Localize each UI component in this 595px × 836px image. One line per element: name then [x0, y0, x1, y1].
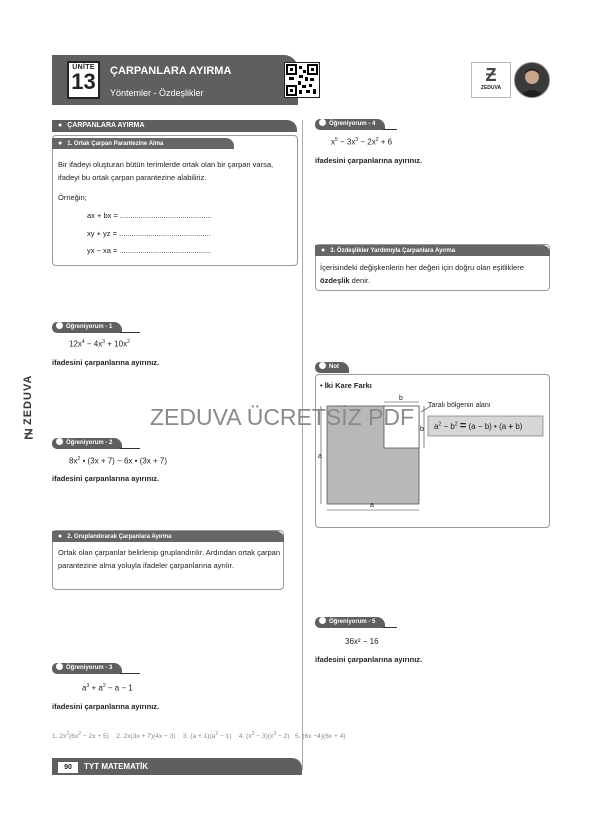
shaded-area-label: Taralı bölgenin alanı	[428, 402, 491, 409]
lightbulb-icon	[319, 362, 326, 369]
practice-1-expression: $12x^4 - 4x^3 + 10x^2$	[69, 339, 130, 349]
unit-badge	[67, 61, 100, 99]
practice-4-expression: $x^5 - 3x^3 - 2x^2 + 6$	[331, 137, 393, 147]
chapter-subtitle: Yöntemler - Özdeşlikler	[110, 88, 204, 98]
sub1-body: Bir ifadeyi oluşturan bütün terimlerde ortak olan bir çarpan varsa, ifadeyi bu ortak çarpan parantezine alabiliriz.	[58, 160, 274, 182]
speaker-icon	[56, 438, 63, 445]
practice-5-expression: 36x² − 16	[345, 637, 379, 646]
side-z-logo-icon: Ƶ	[24, 426, 34, 443]
example-2: xy + yz = ............................................	[87, 229, 211, 238]
practice-2-underline	[120, 448, 140, 449]
example-3: yx − xa = ............................................	[87, 246, 212, 255]
practice-1-label: Öğreniyorum - 1	[66, 324, 113, 330]
sub1-title: ● 1. Ortak Çarpan Parantezine Alma	[52, 138, 234, 149]
dim-a-left: a	[318, 453, 322, 460]
sub3-body-end: denir.	[349, 276, 371, 285]
qr-code-icon[interactable]	[284, 62, 320, 98]
page-footer	[52, 758, 302, 775]
practice-4-underline	[383, 129, 397, 130]
dim-b-top: b	[399, 395, 403, 402]
practice-3-instruction: ifadesini çarpanlarına ayırınız.	[52, 702, 160, 711]
practice-1-badge	[52, 322, 122, 333]
practice-2-badge	[52, 438, 122, 449]
chapter-title: ÇARPANLARA AYIRMA	[110, 65, 232, 77]
note-badge	[315, 362, 349, 373]
note-title: • İki Kare Farkı	[320, 381, 372, 390]
practice-1-underline	[120, 332, 140, 333]
author-avatar	[514, 62, 550, 98]
unit-number: 13	[71, 69, 96, 94]
sub2-body: Ortak olan çarpanlar belirlenip gruplandırılır. Ardından ortak çarpan parantezine alma yoluyla ifadeler çarpanlarına ayrılır.	[58, 548, 280, 570]
practice-3-label: Öğreniyorum - 3	[66, 665, 113, 671]
z-logo-icon: Ƶ	[485, 65, 497, 85]
sub2-title: ● 2. Gruplandırarak Çarpanlara Ayırma	[52, 531, 284, 542]
example-label: Örneğin;	[58, 193, 87, 202]
example-1: ax + bx = ............................................	[87, 211, 212, 220]
footer-title: TYT MATEMATİK	[84, 762, 149, 771]
practice-3-underline	[120, 673, 140, 674]
logo-text: ZEDUVA	[480, 85, 502, 91]
sub3-body-bold: özdeşlik	[320, 276, 350, 285]
practice-4-instruction: ifadesini çarpanlarına ayırınız.	[315, 156, 423, 165]
sub3-title: ● 3. Özdeşlikler Yardımıyla Çarpanlara Ayırma	[315, 245, 550, 256]
speaker-icon	[319, 119, 326, 126]
watermark: ZEDUVA ÜCRETSİZ PDF	[150, 404, 415, 430]
practice-2-label: Öğreniyorum - 2	[66, 440, 113, 446]
practice-5-instruction: ifadesini çarpanlarına ayırınız.	[315, 655, 423, 664]
practice-2-expression: $8x^2$ • (3x + 7) − 6x • (3x + 7)	[69, 456, 167, 466]
practice-5-underline	[383, 627, 397, 628]
note-label: Not	[329, 364, 339, 370]
unit-label: ÜNİTE	[72, 64, 95, 71]
column-divider	[302, 120, 303, 770]
practice-5-badge	[315, 617, 385, 628]
difference-of-squares-formula: $a^2 - b^2 = (a - b)$ • (a + b)	[434, 420, 523, 432]
page-number: 90	[58, 762, 78, 773]
zeduva-logo	[471, 62, 511, 98]
sub3-body	[320, 261, 542, 287]
practice-2-instruction: ifadesini çarpanlarına ayırınız.	[52, 474, 160, 483]
dim-b-right: b	[420, 426, 424, 433]
practice-3-expression: $a^3 + a^2 - a - 1$	[82, 683, 133, 693]
speaker-icon	[56, 663, 63, 670]
practice-3-badge	[52, 663, 122, 674]
dim-a-bottom: a	[370, 502, 374, 509]
section-title: ● ÇARPANLARA AYIRMA	[52, 120, 297, 132]
sub3-body-start: İçerisindeki değişkenlerin her değeri için doğru olan eşitliklere	[320, 263, 524, 272]
practice-5-label: Öğreniyorum - 5	[329, 619, 376, 625]
side-brand: ZEDUVA	[22, 374, 34, 425]
answer-key: 1. $2x^2(6x^2 - 2x + 5)$ 2. 2x(3x + 7)(4x − 3) 3. $(a + 1)(a^2 - 1)$ 4. $(x^2 - 3)(x^3 - 2)$ 5. (6x −4)(6x + 4)	[52, 731, 346, 741]
speaker-icon	[56, 322, 63, 329]
speaker-icon	[319, 617, 326, 624]
practice-4-badge	[315, 119, 385, 130]
practice-1-instruction: ifadesini çarpanlarına ayırınız.	[52, 358, 160, 367]
practice-4-label: Öğreniyorum - 4	[329, 121, 376, 127]
